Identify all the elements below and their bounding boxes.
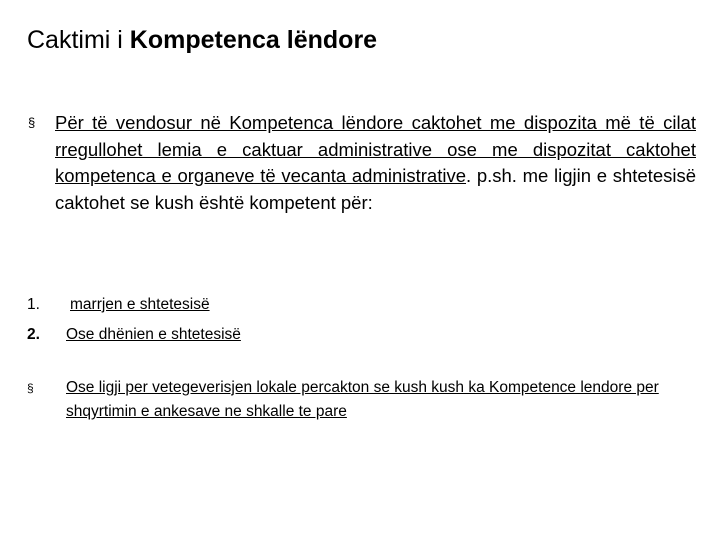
- sub-bullet-text: Ose ligji per vetegeverisjen lokale percakton se kush kush ka Kompetence lendore per shqyrtimin e ankesave ne shkalle te pare: [66, 379, 659, 420]
- list-item: [27, 320, 677, 350]
- list-label: marrjen e shtetesisë: [70, 296, 210, 313]
- list-item: [27, 290, 677, 320]
- title-regular: Caktimi i: [27, 26, 130, 54]
- list-label: Ose dhënien e shtetesisë: [66, 326, 241, 343]
- list-number: 2.: [27, 326, 40, 343]
- numbered-list: [27, 290, 677, 350]
- title-bold: Kompetenca lëndore: [129, 26, 378, 54]
- bullet-marker-icon: §: [27, 381, 34, 395]
- main-bullet: [28, 110, 696, 216]
- bullet-marker-icon: §: [28, 115, 36, 130]
- sub-bullet: [27, 376, 687, 424]
- main-bullet-text: [55, 110, 696, 216]
- main-bullet-plain-text: . p.sh. me ligjin e shtetesisë caktohet se kush është kompetent për:: [55, 165, 697, 213]
- page-title: [27, 24, 377, 56]
- list-number: 1.: [27, 296, 40, 313]
- main-bullet-underlined-text: Për të vendosur në Kompetenca lëndore caktohet me dispozita më të cilat rregullohet lemia e caktuar administrative ose me dispozitat caktohet kompetenca e organeve të vecanta administrative: [55, 112, 696, 186]
